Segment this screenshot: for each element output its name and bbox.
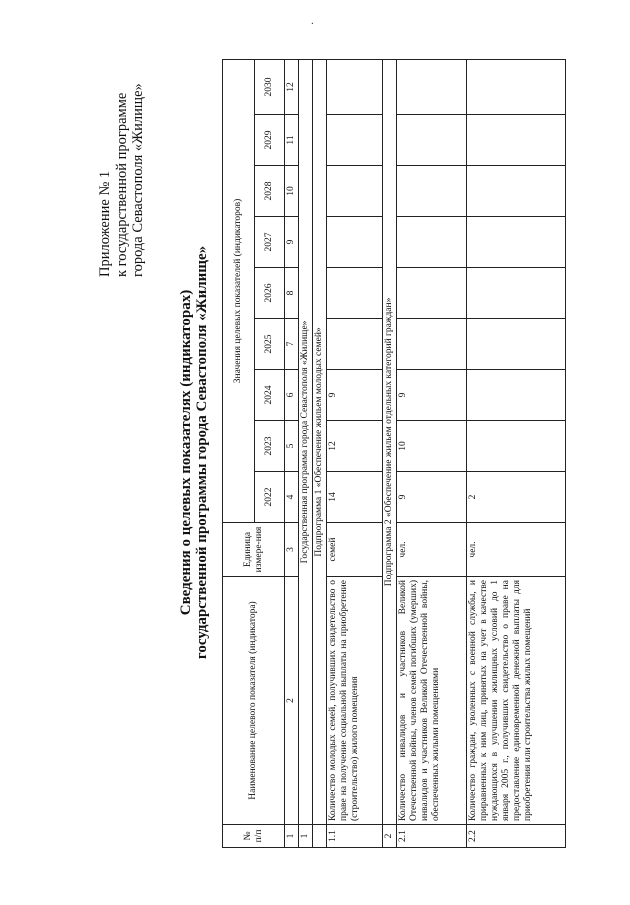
- subprogram-1-title: Подпрограмма 1 «Обеспечение жильем молодых семей»: [313, 59, 327, 824]
- row-unit: чел.: [467, 523, 566, 577]
- table-row: [327, 59, 383, 847]
- column-number: 10: [285, 166, 299, 217]
- column-number: 9: [285, 217, 299, 268]
- row-name: Количество граждан, уволенных с военной службы, и приравненных к ним лиц, принятых на учет в качестве нуждающихся в улучшении жилищных условий до 1 января 2005 г., получивших свидетельство о праве на предоставление единовременной денежной выплаты для приобретения или строительства жилых помещений: [467, 577, 566, 825]
- row-value: [467, 421, 566, 472]
- row-value: 14: [327, 472, 383, 523]
- row-value: [467, 217, 566, 268]
- header-name: Наименование целевого показателя (индикатора): [223, 577, 285, 825]
- appendix-line-2: к государственной программе: [113, 92, 130, 277]
- document-title-line-1: Сведения о целевых показателях (индикаторах): [178, 289, 194, 616]
- row-value: 9: [327, 370, 383, 421]
- header-year: 2022: [255, 472, 285, 523]
- row-value: [327, 319, 383, 370]
- row-value: [397, 217, 467, 268]
- column-number: 1: [285, 825, 299, 848]
- row-value: [397, 319, 467, 370]
- subprogram-1-row: [313, 59, 327, 847]
- column-number: 3: [285, 523, 299, 577]
- program-row: [299, 59, 313, 847]
- row-value: 2: [467, 472, 566, 523]
- header-year: 2026: [255, 268, 285, 319]
- column-number-row: [285, 59, 299, 847]
- row-value: [467, 319, 566, 370]
- row-value: [327, 166, 383, 217]
- appendix-block: [97, 83, 147, 277]
- row-value: 12: [327, 421, 383, 472]
- header-values-group: Значения целевых показателей (индикаторов): [223, 59, 255, 522]
- row-unit: чел.: [397, 523, 467, 577]
- row-num: 2.1: [397, 825, 467, 848]
- column-number: 7: [285, 319, 299, 370]
- row-value: [327, 115, 383, 166]
- header-year: 2023: [255, 421, 285, 472]
- column-number: 11: [285, 115, 299, 166]
- row-value: [467, 370, 566, 421]
- header-year: 2024: [255, 370, 285, 421]
- program-title: Государственная программа города Севастополя «Жилище»: [299, 59, 313, 824]
- row-value: [467, 166, 566, 217]
- document-title-line-2: государственной программы города Севастополя «Жилище»: [194, 245, 210, 660]
- header-num: № п/п: [223, 825, 285, 848]
- row-name: Количество молодых семей, получивших свидетельство о праве на получение социальной выплаты на приобретение (строительство) жилого помещения: [327, 577, 383, 825]
- stray-mark: ·: [308, 21, 319, 25]
- header-year: 2025: [255, 319, 285, 370]
- header-unit: Единица измере-ния: [223, 523, 285, 577]
- row-value: [327, 59, 383, 114]
- column-number: 2: [285, 577, 299, 825]
- row-unit: семей: [327, 523, 383, 577]
- table-row: [397, 59, 467, 847]
- row-value: [467, 59, 566, 114]
- row-value: 9: [397, 472, 467, 523]
- column-number: 12: [285, 59, 299, 114]
- section-2-title: Подпрограмма 2 «Обеспечение жильем отдельных категорий граждан»: [383, 59, 397, 824]
- section-2-row: [383, 59, 397, 847]
- header-year: 2028: [255, 166, 285, 217]
- column-number: 6: [285, 370, 299, 421]
- column-number: 5: [285, 421, 299, 472]
- row-value: [327, 268, 383, 319]
- header-year: 2029: [255, 115, 285, 166]
- row-value: [397, 115, 467, 166]
- subprogram-1-num: [313, 825, 327, 848]
- header-year: 2030: [255, 59, 285, 114]
- row-name: Количество инвалидов и участников Великой Отечественной войны, членов семей погибших (умерших) инвалидов и участников Великой Отечественной войны, обеспеченных жилыми помещениями: [397, 577, 467, 825]
- row-value: [397, 59, 467, 114]
- header-year: 2027: [255, 217, 285, 268]
- program-num: 1: [299, 825, 313, 848]
- appendix-line-1: Приложение № 1: [97, 170, 113, 277]
- section-2-num: 2: [383, 825, 397, 848]
- row-value: 10: [397, 421, 467, 472]
- row-value: [467, 268, 566, 319]
- row-value: 9: [397, 370, 467, 421]
- appendix-line-3: города Севастополя «Жилище»: [130, 83, 146, 277]
- row-value: [397, 166, 467, 217]
- row-num: 1.1: [327, 825, 383, 848]
- row-value: [397, 268, 467, 319]
- row-num: 2.2: [467, 825, 566, 848]
- column-number: 4: [285, 472, 299, 523]
- table-row: [467, 59, 566, 847]
- column-number: 8: [285, 268, 299, 319]
- indicators-table: [222, 59, 566, 848]
- row-value: [467, 115, 566, 166]
- row-value: [327, 217, 383, 268]
